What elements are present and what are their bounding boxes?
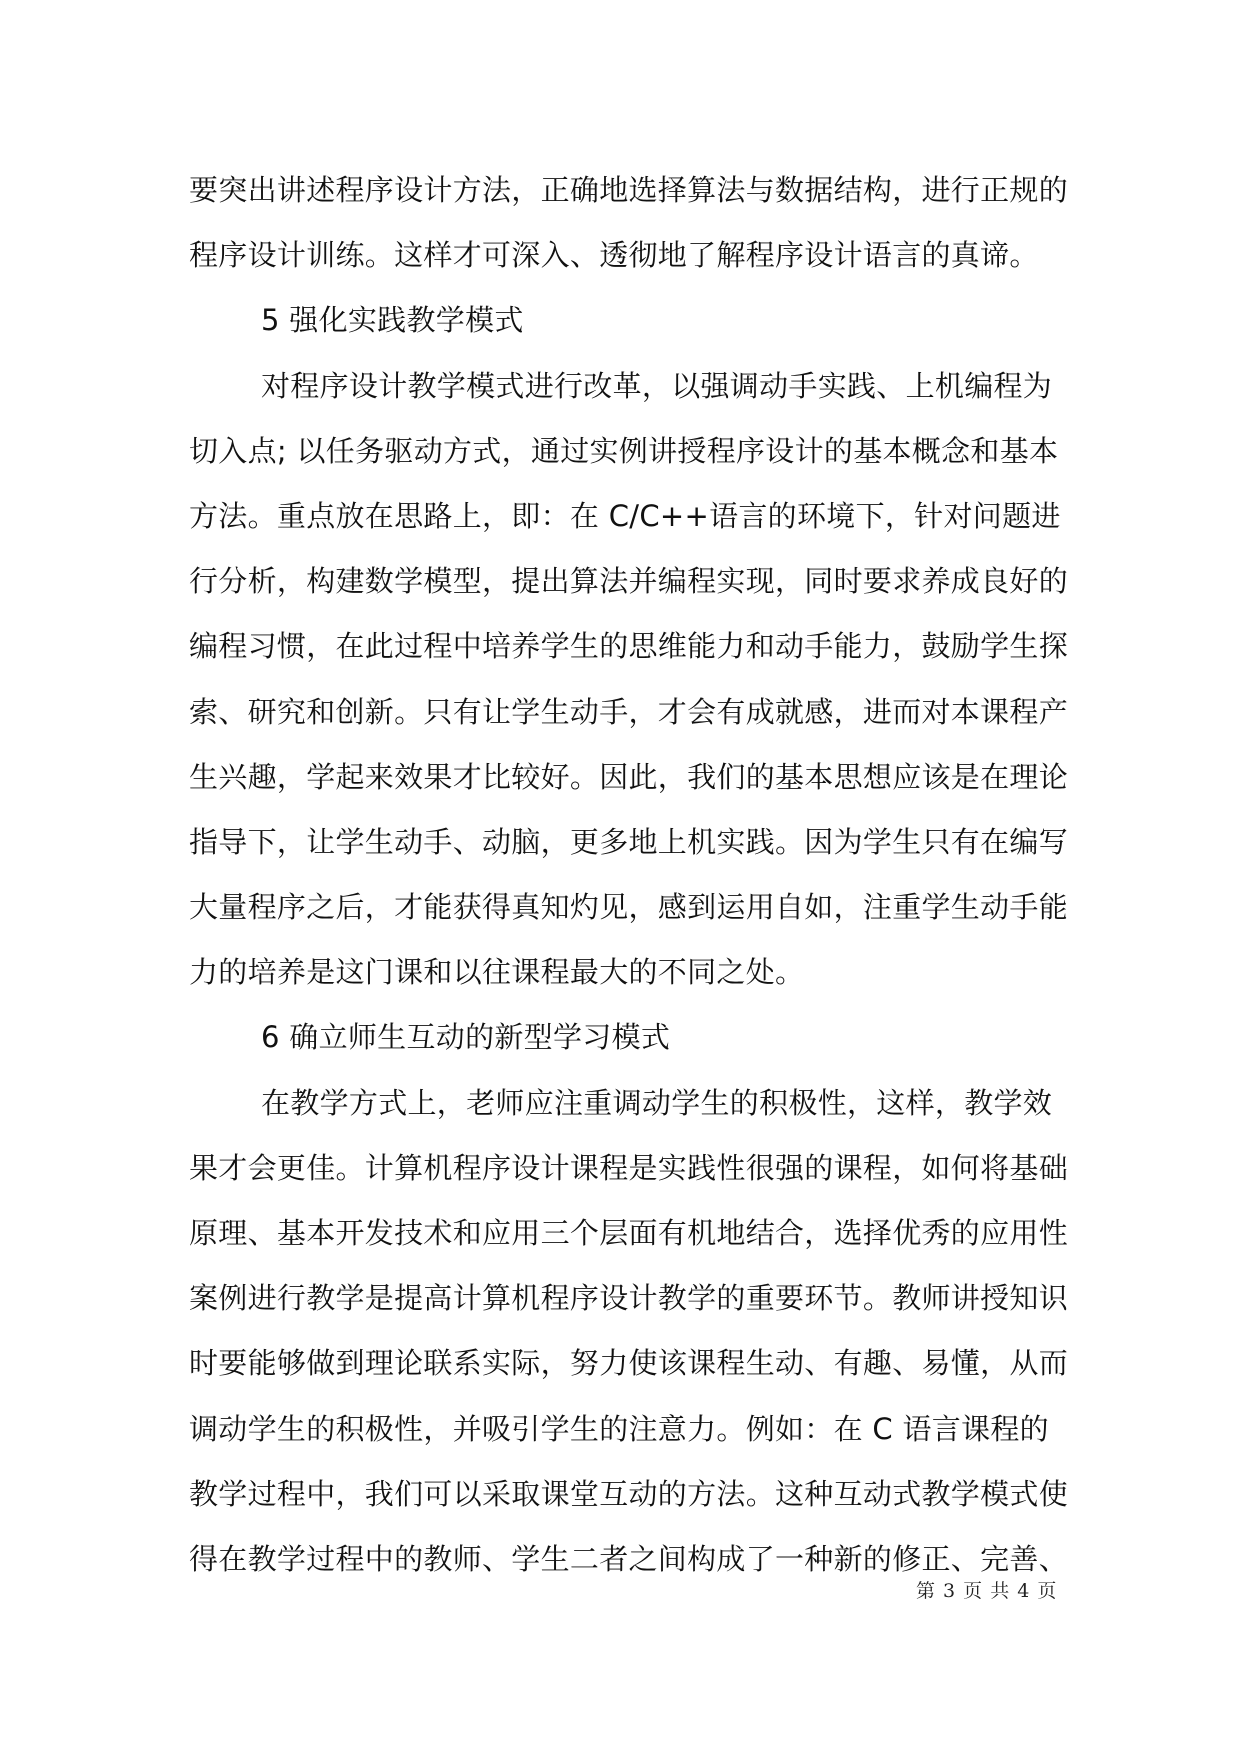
document-body xyxy=(189,158,1069,1592)
text-line: 原理、基本开发技术和应用三个层面有机地结合，选择优秀的应用性 xyxy=(189,1216,1069,1250)
text-line: 案例进行教学是提高计算机程序设计教学的重要环节。教师讲授知识 xyxy=(189,1281,1069,1316)
text-line: 得在教学过程中的教师、学生二者之间构成了一种新的修正、完善、 xyxy=(189,1541,1069,1576)
text-line: 编程习惯，在此过程中培养学生的思维能力和动手能力，鼓励学生探 xyxy=(189,629,1069,664)
text-line: 要突出讲述程序设计方法，正确地选择算法与数据结构，进行正规的 xyxy=(189,173,1069,207)
text-line: 生兴趣，学起来效果才比较好。因此，我们的基本思想应该是在理论 xyxy=(189,759,1069,794)
text-line: 教学过程中，我们可以采取课堂互动的方法。这种互动式教学模式使 xyxy=(189,1476,1069,1511)
text-line: 方法。重点放在思路上，即：在 C/C++语言的环境下，针对问题进 xyxy=(189,498,1061,533)
paragraph-first-line: 在教学方式上，老师应注重调动学生的积极性，这样，教学效 xyxy=(261,1085,1053,1120)
text-line: 时要能够做到理论联系实际，努力使该课程生动、有趣、易懂，从而 xyxy=(189,1346,1069,1381)
text-line: 力的培养是这门课和以往课程最大的不同之处。 xyxy=(189,955,805,990)
paragraph-first-line: 对程序设计教学模式进行改革，以强调动手实践、上机编程为 xyxy=(261,368,1053,403)
text-line: 索、研究和创新。只有让学生动手，才会有成就感，进而对本课程产 xyxy=(189,694,1069,729)
text-line: 指导下，让学生动手、动脑，更多地上机实践。因为学生只有在编写 xyxy=(189,824,1069,859)
text-line: 行分析，构建数学模型，提出算法并编程实现，同时要求养成良好的 xyxy=(189,564,1069,599)
text-line: 调动学生的积极性，并吸引学生的注意力。例如：在 C 语言课程的 xyxy=(189,1411,1049,1446)
paragraph-first-line: 6 确立师生互动的新型学习模式 xyxy=(261,1020,671,1055)
paragraph-first-line: 5 强化实践教学模式 xyxy=(261,303,524,338)
text-line: 大量程序之后，才能获得真知灼见，感到运用自如，注重学生动手能 xyxy=(189,890,1069,925)
text-line: 程序设计训练。这样才可深入、透彻地了解程序设计语言的真谛。 xyxy=(189,238,1039,273)
page-number-footer: 第 3 页 共 4 页 xyxy=(916,1580,1058,1602)
text-line: 切入点; 以任务驱动方式，通过实例讲授程序设计的基本概念和基本 xyxy=(189,433,1059,468)
text-line: 果才会更佳。计算机程序设计课程是实践性很强的课程，如何将基础 xyxy=(189,1150,1069,1185)
